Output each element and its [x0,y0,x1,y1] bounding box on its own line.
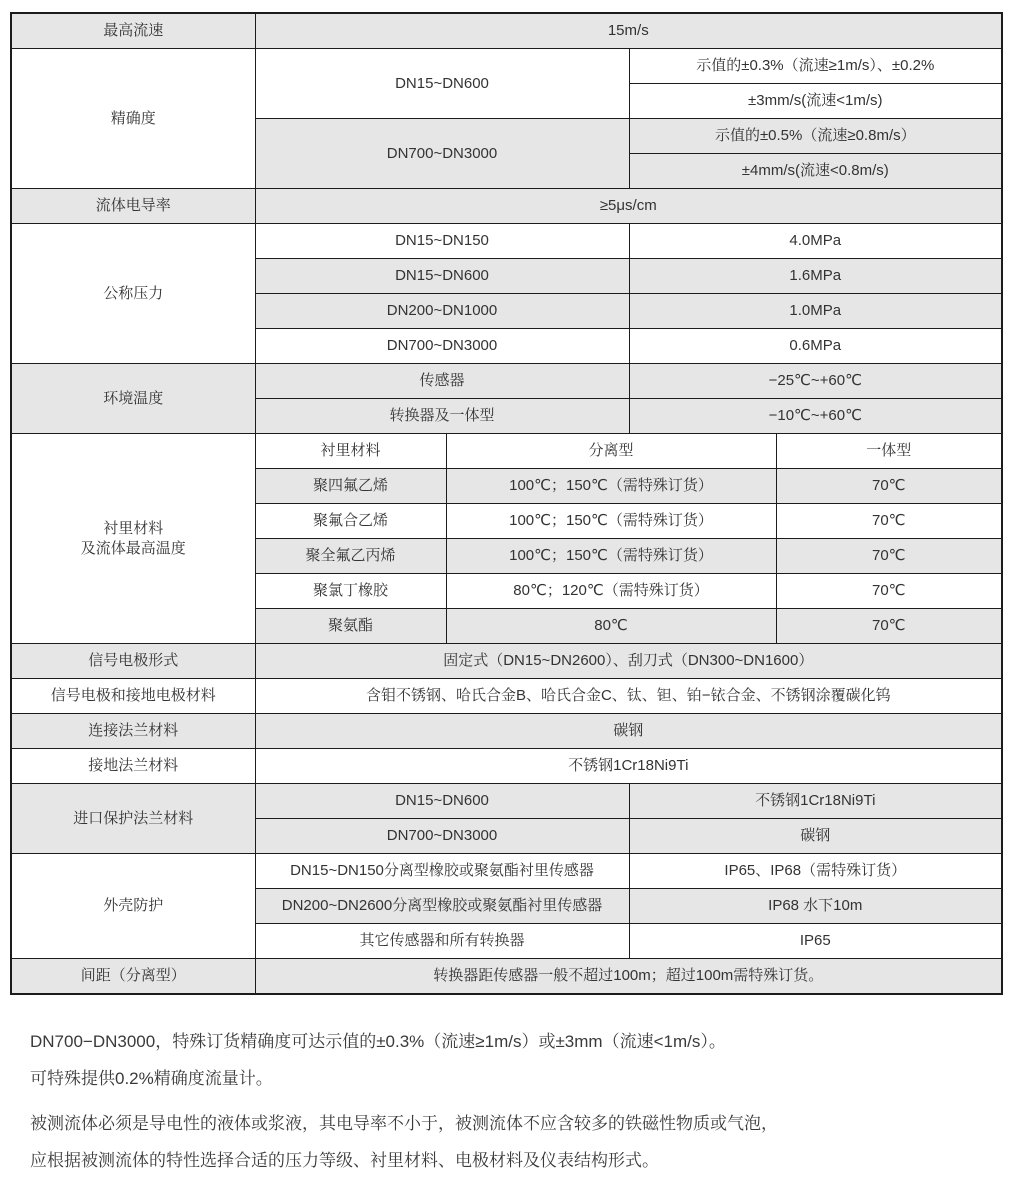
lining-material-cell: 聚氨酯 [255,609,446,644]
row-electrode-form [11,644,1002,679]
row-label-separation: 间距（分离型） [11,959,255,995]
lining-separate-cell: 80℃；120℃（需特殊订货） [446,574,776,609]
value-ground-flange: 不锈钢1Cr18Ni9Ti [255,749,1002,784]
value-separation: 转换器距传感器一般不超过100m；超过100m需特殊订货。 [255,959,1002,995]
lining-material-cell: 聚全氟乙丙烯 [255,539,446,574]
lining-header-material: 衬里材料 [255,434,446,469]
row-label-accuracy: 精确度 [11,49,255,189]
row-label-max-velocity: 最高流速 [11,13,255,49]
row-label-inlet-flange: 进口保护法兰材料 [11,784,255,854]
inlet-flange-range-cell: DN15~DN600 [255,784,629,819]
row-label-ground-flange: 接地法兰材料 [11,749,255,784]
value-electrode-form: 固定式（DN15~DN2600）、刮刀式（DN300~DN1600） [255,644,1002,679]
accuracy-spec-cell: 示值的±0.3%（流速≥1m/s）、±0.2% [629,49,1002,84]
row-label-lining [11,434,255,644]
footnote-line: 可特殊提供0.2%精确度流量计。 [30,1069,273,1088]
pressure-value-cell: 0.6MPa [629,329,1002,364]
value-max-velocity: 15m/s [255,13,1002,49]
row-accuracy-1 [11,49,1002,84]
lining-integral-cell: 70℃ [776,609,1002,644]
pressure-range-cell: DN15~DN150 [255,224,629,259]
lining-integral-cell: 70℃ [776,469,1002,504]
row-pressure-1 [11,224,1002,259]
row-conductivity [11,189,1002,224]
pressure-value-cell: 1.6MPa [629,259,1002,294]
footnote-line: 被测流体必须是导电性的液体或浆液，其电导率不小于，被测流体不应含较多的铁磁性物质或气泡， [30,1114,778,1133]
pressure-value-cell: 4.0MPa [629,224,1002,259]
accuracy-spec-cell: ±3mm/s(流速<1m/s) [629,84,1002,119]
row-label-conductivity: 流体电导率 [11,189,255,224]
lining-separate-cell: 100℃；150℃（需特殊订货） [446,539,776,574]
pressure-range-cell: DN700~DN3000 [255,329,629,364]
lining-material-cell: 聚氯丁橡胶 [255,574,446,609]
row-label-enclosure: 外壳防护 [11,854,255,959]
footnote-line: 应根据被测流体的特性选择合适的压力等级、衬里材料、电极材料及仪表结构形式。 [30,1151,659,1170]
row-enclosure-1 [11,854,1002,889]
row-connect-flange [11,714,1002,749]
lining-header-integral: 一体型 [776,434,1002,469]
inlet-flange-value-cell: 不锈钢1Cr18Ni9Ti [629,784,1002,819]
ambient-part-cell: 转换器及一体型 [255,399,629,434]
pressure-range-cell: DN15~DN600 [255,259,629,294]
inlet-flange-value-cell: 碳钢 [629,819,1002,854]
lining-integral-cell: 70℃ [776,504,1002,539]
pressure-range-cell: DN200~DN1000 [255,294,629,329]
accuracy-range-cell: DN15~DN600 [255,49,629,119]
ambient-part-cell: 传感器 [255,364,629,399]
footnote-line: DN700−DN3000，特殊订货精确度可达示值的±0.3%（流速≥1m/s）或±3mm（流速<1m/s）。 [30,1032,726,1051]
value-conductivity: ≥5μs/cm [255,189,1002,224]
row-label-pressure: 公称压力 [11,224,255,364]
enclosure-value-cell: IP68 水下10m [629,889,1002,924]
lining-label-line1: 衬里材料 [103,519,164,537]
row-label-electrode-material: 信号电极和接地电极材料 [11,679,255,714]
enclosure-scope-cell: DN15~DN150分离型橡胶或聚氨酯衬里传感器 [255,854,629,889]
lining-integral-cell: 70℃ [776,539,1002,574]
row-inlet-flange-1 [11,784,1002,819]
row-ambient-1 [11,364,1002,399]
lining-separate-cell: 100℃；150℃（需特殊订货） [446,504,776,539]
row-max-velocity [11,13,1002,49]
value-electrode-material: 含钼不锈钢、哈氏合金B、哈氏合金C、钛、钽、铂−铱合金、不锈钢涂覆碳化钨 [255,679,1002,714]
pressure-value-cell: 1.0MPa [629,294,1002,329]
lining-header-separate: 分离型 [446,434,776,469]
lining-separate-cell: 80℃ [446,609,776,644]
enclosure-scope-cell: DN200~DN2600分离型橡胶或聚氨酯衬里传感器 [255,889,629,924]
ambient-value-cell: −25℃~+60℃ [629,364,1002,399]
row-ground-flange [11,749,1002,784]
flowmeter-spec-table [10,12,1003,995]
enclosure-scope-cell: 其它传感器和所有转换器 [255,924,629,959]
enclosure-value-cell: IP65、IP68（需特殊订货） [629,854,1002,889]
row-label-ambient-temp: 环境温度 [11,364,255,434]
row-label-connect-flange: 连接法兰材料 [11,714,255,749]
row-label-electrode-form: 信号电极形式 [11,644,255,679]
accuracy-spec-cell: 示值的±0.5%（流速≥0.8m/s） [629,119,1002,154]
inlet-flange-range-cell: DN700~DN3000 [255,819,629,854]
row-separation [11,959,1002,995]
footnotes [30,1023,1011,1179]
accuracy-spec-cell: ±4mm/s(流速<0.8m/s) [629,154,1002,189]
lining-material-cell: 聚氟合乙烯 [255,504,446,539]
lining-separate-cell: 100℃；150℃（需特殊订货） [446,469,776,504]
value-connect-flange: 碳钢 [255,714,1002,749]
row-lining-header [11,434,1002,469]
enclosure-value-cell: IP65 [629,924,1002,959]
accuracy-range-cell: DN700~DN3000 [255,119,629,189]
ambient-value-cell: −10℃~+60℃ [629,399,1002,434]
lining-integral-cell: 70℃ [776,574,1002,609]
lining-label-line2: 及流体最高温度 [80,539,186,557]
row-electrode-material [11,679,1002,714]
lining-material-cell: 聚四氟乙烯 [255,469,446,504]
